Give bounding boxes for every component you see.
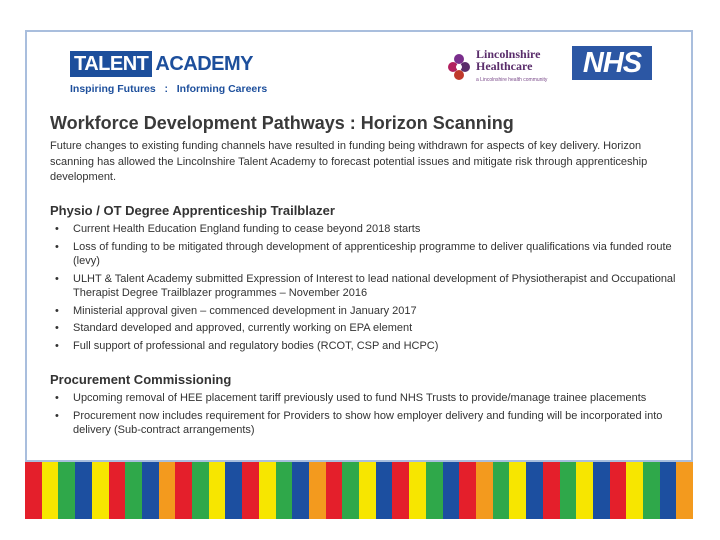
color-stripe: [543, 462, 560, 519]
bullet-icon: •: [55, 409, 59, 422]
bullet-icon: •: [55, 223, 59, 235]
bullet-icon: •: [55, 304, 59, 317]
lincolnshire-healthcare-logo: [446, 48, 547, 86]
color-stripe: [309, 462, 326, 519]
trailblazer-bullet-list: [50, 222, 680, 356]
bullet-icon: •: [55, 322, 59, 334]
section-heading-procurement: Procurement Commissioning: [50, 372, 232, 387]
lincs-name-line2: Healthcare: [476, 59, 533, 73]
color-stripe: [576, 462, 593, 519]
color-stripe: [359, 462, 376, 519]
logo-academy-word: ACADEMY: [155, 53, 254, 75]
color-stripe: [443, 462, 460, 519]
color-stripe: [125, 462, 142, 519]
color-stripe: [25, 462, 42, 519]
color-stripe: [58, 462, 75, 519]
nhs-logo: NHS: [572, 46, 652, 80]
color-stripe: [376, 462, 393, 519]
list-item: • Ministerial approval given – commenced development in January 2017: [55, 304, 417, 317]
color-stripe: [392, 462, 409, 519]
color-stripe: [42, 462, 59, 519]
lincs-motto: a Lincolnshire health community: [476, 77, 548, 83]
color-stripe: [209, 462, 226, 519]
color-stripe: [493, 462, 510, 519]
logo-talent-word: TALENT: [70, 51, 152, 77]
color-stripe: [660, 462, 677, 519]
color-stripe: [109, 462, 126, 519]
color-stripe: [75, 462, 92, 519]
color-stripe: [175, 462, 192, 519]
list-item: • Current Health Education England funding to cease beyond 2018 starts: [55, 223, 421, 235]
talent-academy-logo: [70, 51, 267, 95]
color-stripe: [326, 462, 343, 519]
color-stripe: [426, 462, 443, 519]
color-stripe: [342, 462, 359, 519]
lincolnshire-emblem-icon: [446, 52, 472, 82]
color-stripe: [626, 462, 643, 519]
procurement-bullet-list: [50, 391, 680, 441]
bullet-icon: •: [55, 272, 59, 285]
color-stripe: [459, 462, 476, 519]
intro-paragraph: Future changes to existing funding channels have resulted in funding being withdrawn for aspects of key delivery. Horizon scanning has allowed the Lincolnshire Talent Academy to forecast potential issues and mitigate risk through apprenticeship development.: [50, 140, 648, 183]
color-stripe: [509, 462, 526, 519]
color-stripe: [276, 462, 293, 519]
color-stripe: [225, 462, 242, 519]
color-stripe: [643, 462, 660, 519]
color-stripe: [476, 462, 493, 519]
list-item: • Upcoming removal of HEE placement tariff previously used to fund NHS Trusts to provide/manage trainee placements: [55, 392, 647, 404]
bullet-icon: •: [55, 240, 59, 253]
color-stripe: [159, 462, 176, 519]
logo-tagline: Inspiring Futures : Informing Careers: [70, 83, 268, 95]
color-stripe: [242, 462, 259, 519]
color-stripe: [610, 462, 627, 519]
color-stripe: [593, 462, 610, 519]
list-item: • Procurement now includes requirement for Providers to show how employer delivery and funding will be incorporated into delivery (Sub-contract arrangements): [55, 409, 663, 436]
page-title: Workforce Development Pathways : Horizon Scanning: [50, 113, 514, 133]
bullet-icon: •: [55, 339, 59, 352]
color-stripe: [259, 462, 276, 519]
color-stripe: [142, 462, 159, 519]
list-item: • Standard developed and approved, currently working on EPA element: [55, 322, 413, 334]
lincs-name-line1: Lincolnshire: [476, 47, 541, 61]
list-item: • Loss of funding to be mitigated through development of apprenticeship programme to deliver qualifications via funded route (levy): [55, 240, 672, 267]
color-stripe: [292, 462, 309, 519]
color-stripe: [560, 462, 577, 519]
color-stripe: [526, 462, 543, 519]
color-stripe: [676, 462, 693, 519]
color-stripe-banner: [25, 462, 693, 519]
list-item: • Full support of professional and regulatory bodies (RCOT, CSP and HCPC): [55, 339, 439, 352]
color-stripe: [192, 462, 209, 519]
section-heading-trailblazer: Physio / OT Degree Apprenticeship Trailblazer: [50, 203, 335, 218]
color-stripe: [92, 462, 109, 519]
bullet-icon: •: [55, 392, 59, 404]
color-stripe: [409, 462, 426, 519]
list-item: • ULHT & Talent Academy submitted Expression of Interest to lead national development of Physiotherapist and Occupational Therapist Degree Trailblazer programmes – November 2016: [55, 272, 676, 299]
